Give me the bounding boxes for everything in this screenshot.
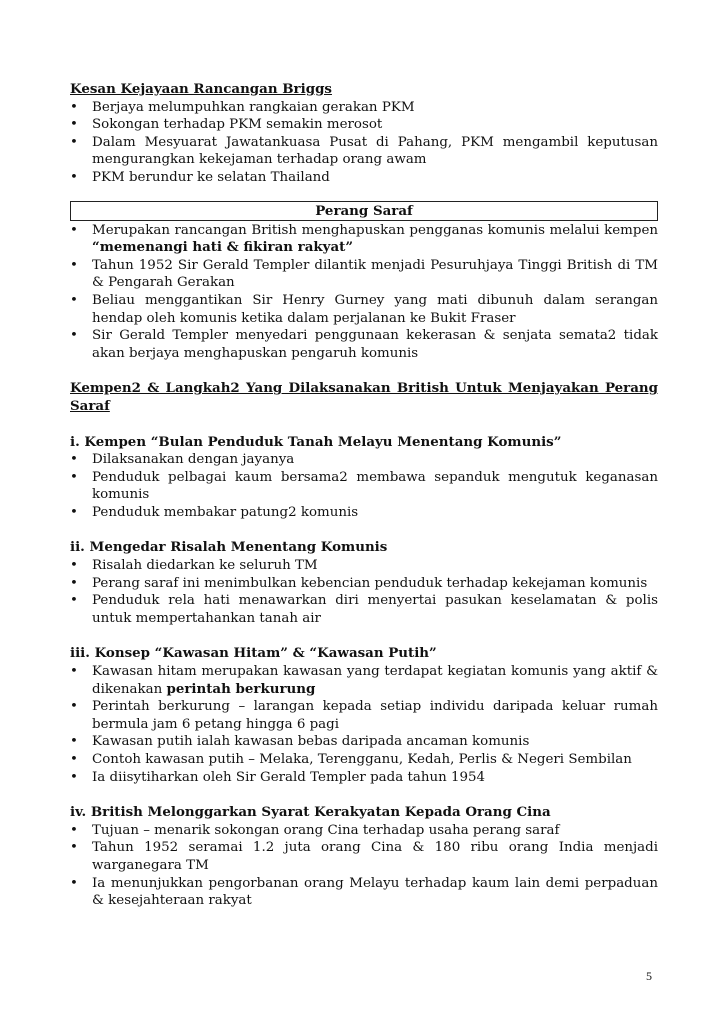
briggs-bullet-list [70, 99, 658, 187]
list-item: • Tahun 1952 seramai 1.2 juta orang Cina & 180 ribu orang India menjadi warganegara TM [70, 840, 658, 873]
list-item: • Merupakan rancangan British menghapuskan pengganas komunis melalui kempen “memenangi hati & fikiran rakyat” [70, 222, 658, 256]
list-item: • Ia diisytiharkan oleh Sir Gerald Templer pada tahun 1954 [70, 769, 486, 785]
list-item: • Perintah berkurung – larangan kepada setiap individu daripada keluar rumah bermula jam 6 petang hingga 6 pagi [70, 699, 658, 732]
bullet-icon: • [70, 575, 78, 591]
bullet-icon: • [70, 558, 78, 574]
list-item: • Beliau menggantikan Sir Henry Gurney yang mati dibunuh dalam serangan hendap oleh komunis ketika dalam perjalanan ke Bukit Fraser [70, 292, 658, 326]
bullet-icon: • [70, 452, 78, 468]
list-item: • PKM berundur ke selatan Thailand [70, 169, 330, 185]
kempen-i-title: i. Kempen “Bulan Penduduk Tanah Melayu Menentang Komunis” [70, 433, 562, 450]
bullet-icon: • [70, 593, 78, 609]
bullet-icon: • [70, 257, 78, 273]
kempen-iii-list [70, 663, 658, 786]
list-item: • Berjaya melumpuhkan rangkaian gerakan PKM [70, 99, 415, 115]
kempen-i-section [70, 434, 658, 522]
list-item: • Dilaksanakan dengan jayanya [70, 452, 295, 468]
perang-saraf-title-box: Perang Saraf [70, 201, 658, 221]
kempen-i-list [70, 451, 658, 521]
bullet-icon: • [70, 734, 78, 750]
bullet-icon: • [70, 292, 78, 308]
bullet-icon: • [70, 752, 78, 767]
bullet-icon: • [70, 328, 78, 344]
kempen-iv-title: iv. British Melonggarkan Syarat Kerakyatan Kepada Orang Cina [70, 804, 551, 821]
list-item: • Penduduk membakar patung2 komunis [70, 504, 359, 520]
bullet-icon: • [70, 504, 78, 520]
briggs-heading: Kesan Kejayaan Rancangan Briggs [70, 81, 332, 97]
list-item: • Sir Gerald Templer menyedari penggunaan kekerasan & senjata semata2 tidak akan berjaya menghapuskan pengaruh komunis [70, 328, 658, 361]
list-item: • Dalam Mesyuarat Jawatankuasa Pusat di Pahang, PKM mengambil keputusan mengurangkan kekejaman terhadap orang awam [70, 134, 658, 168]
kempen-iv-section [70, 804, 658, 910]
bullet-icon: • [70, 822, 78, 838]
bullet-icon: • [70, 769, 78, 785]
list-item: • Kawasan hitam merupakan kawasan yang terdapat kegiatan komunis yang aktif & dikenakan perintah berkurung [70, 664, 658, 697]
bullet-icon: • [70, 117, 78, 133]
list-item: • Tahun 1952 Sir Gerald Templer dilantik menjadi Pesuruhjaya Tinggi British di TM & Pengarah Gerakan [70, 257, 658, 291]
document-page [70, 81, 658, 910]
bullet-icon: • [70, 134, 78, 150]
list-item: • Kawasan putih ialah kawasan bebas daripada ancaman komunis [70, 734, 530, 750]
kempen-heading: Kempen2 & Langkah2 Yang Dilaksanakan British Untuk Menjayakan Perang Saraf [70, 380, 658, 414]
kempen-ii-list [70, 557, 658, 627]
briggs-section [70, 81, 658, 187]
bullet-icon: • [70, 222, 78, 238]
list-item: • Contoh kawasan putih – Melaka, Terengganu, Kedah, Perlis & Negeri Sembilan [70, 752, 632, 767]
list-item: • Ia menunjukkan pengorbanan orang Melayu terhadap kaum lain demi perpaduan & kesejahteraan rakyat [70, 875, 658, 909]
bullet-icon: • [70, 99, 78, 115]
page-number: 5 [646, 969, 652, 983]
list-item: • Penduduk rela hati menawarkan diri menyertai pasukan keselamatan & polis untuk mempertahankan tanah air [70, 593, 658, 626]
list-item: • Sokongan terhadap PKM semakin merosot [70, 117, 383, 133]
list-item: • Penduduk pelbagai kaum bersama2 membawa sepanduk mengutuk keganasan komunis [70, 469, 658, 503]
perang-saraf-section [70, 201, 658, 363]
list-item: • Risalah diedarkan ke seluruh TM [70, 558, 318, 574]
perang-saraf-bullet-list [70, 222, 658, 363]
bullet-icon: • [70, 840, 78, 856]
list-item: • Tujuan – menarik sokongan orang Cina terhadap usaha perang saraf [70, 822, 560, 838]
kempen-ii-section [70, 539, 658, 627]
bullet-icon: • [70, 699, 78, 715]
kempen-iii-section [70, 645, 658, 786]
kempen-iv-list [70, 822, 658, 910]
bullet-icon: • [70, 875, 78, 891]
bullet-icon: • [70, 469, 78, 485]
bullet-icon: • [70, 169, 78, 185]
kempen-ii-title: ii. Mengedar Risalah Menentang Komunis [70, 539, 388, 556]
bullet-icon: • [70, 664, 78, 680]
kempen-iii-title: iii. Konsep “Kawasan Hitam” & “Kawasan Putih” [70, 645, 437, 662]
list-item: • Perang saraf ini menimbulkan kebencian penduduk terhadap kekejaman komunis [70, 575, 648, 591]
